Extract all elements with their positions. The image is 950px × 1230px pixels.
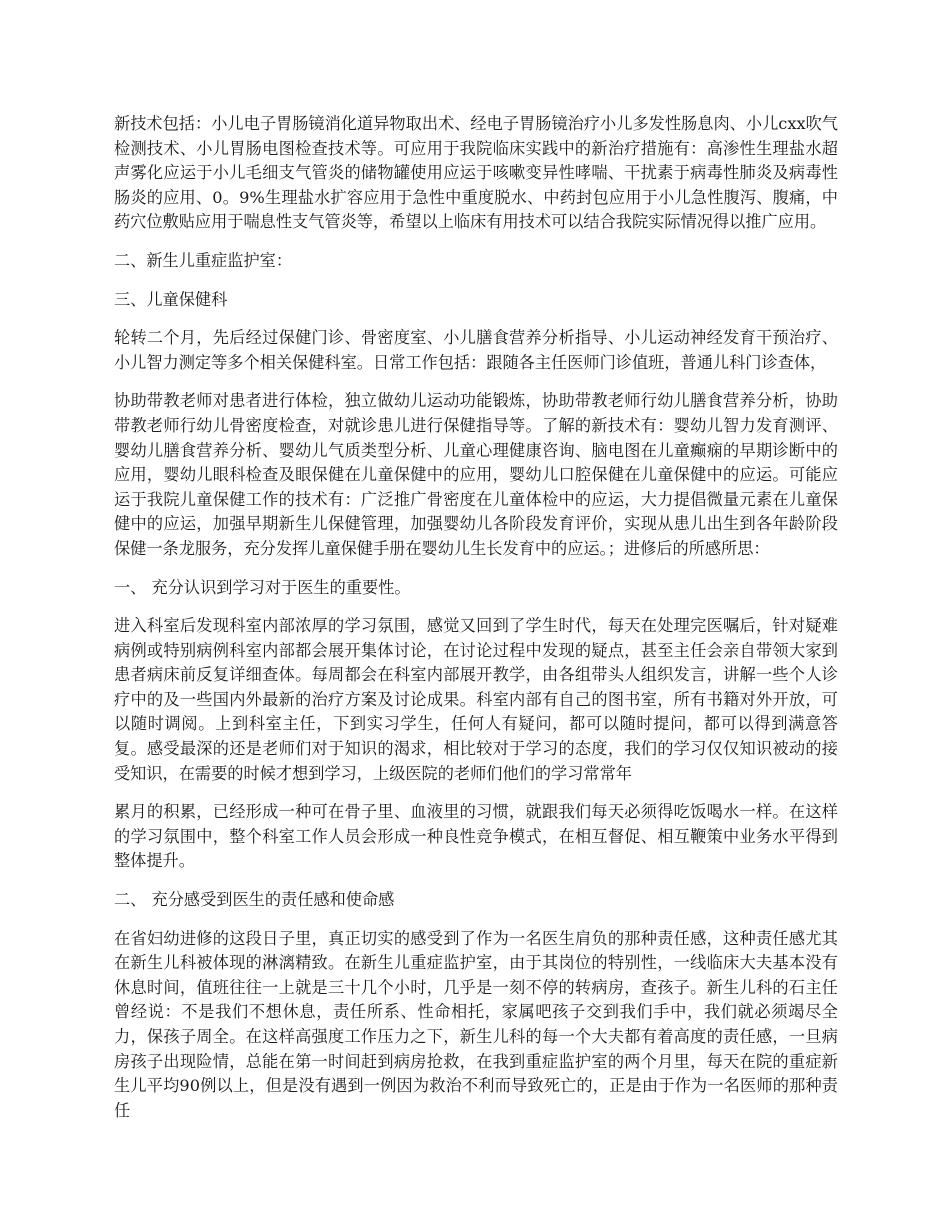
paragraph-rotation: 轮转二个月，先后经过保健门诊、骨密度室、小儿膳食营养分析指导、小儿运动神经发育干预治疗、小儿智力测定等多个相关保健科室。日常工作包括：跟随各主任医师门诊值班，普通儿科门诊查体， — [114, 328, 838, 372]
section-heading-learning: 一、 充分认识到学习对于医生的重要性。 — [114, 577, 411, 597]
section-heading-child-health: 三、儿童保健科 — [114, 289, 228, 309]
paragraph-responsibility: 在省妇幼进修的这段日子里，真正切实的感受到了作为一名医生肩负的那种责任感，这种责任感尤其在新生儿科被体现的淋漓精致。在新生儿重症监护室，由于其岗位的特别性，一线临床大夫基本没有休息时间，值班往往一上就是三十几个小时，几乎是一刻不停的转病房，查孩子。新生儿科的石主任曾经说：不是我们不想休息，责任所系、性命相托，家属吧孩子交到我们手中，我们就必须竭尽全力，保孩子周全。在这样高强度工作压力之下，新生儿科的每一个大夫都有着高度的责任感，一旦病房孩子出现险情，总能在第一时间赶到病房抢救，在我到重症监护室的两个月里，每天在院的重症新生儿平均90例以上，但是没有遇到一例因为救治不利而导致死亡的，正是由于作为一名医师的那种责任 — [114, 928, 838, 1120]
section-heading-responsibility: 二、 充分感受到医生的责任感和使命感 — [114, 890, 395, 910]
document-page — [114, 112, 838, 1137]
paragraph-new-techniques: 新技术包括：小儿电子胃肠镜消化道异物取出术、经电子胃肠镜治疗小儿多发性肠息肉、小儿cxx吹气检测技术、小儿胃肠电图检查技术等。可应用于我院临床实践中的新治疗措施有：高渗性生理盐水超声雾化应运于小儿毛细支气管炎的储物罐使用应运于咳嗽变异性哮喘、干扰素于病毒性肺炎及病毒性肠炎的应用、0。9%生理盐水扩容应用于急性中重度脱水、中药封包应用于小儿急性腹泻、腹痛，中药穴位敷贴应用于喘息性支气管炎等，希望以上临床有用技术可以结合我院实际情况得以推广应用。 — [114, 114, 838, 232]
section-heading-nicu: 二、新生儿重症监护室： — [114, 250, 293, 270]
paragraph-assist-exam: 协助带教老师对患者进行体检，独立做幼儿运动功能锻炼，协助带教老师行幼儿膳食营养分析，协助带教老师行幼儿骨密度检查，对就诊患儿进行保健指导等。了解的新技术有：婴幼儿智力发育测评、婴幼儿膳食营养分析、婴幼儿气质类型分析、儿童心理健康咨询、脑电图在儿童癫痫的早期诊断中的应用，婴幼儿眼科检查及眼保健在儿童保健中的应用，婴幼儿口腔保健在儿童保健中的应运。可能应运于我院儿童保健工作的技术有：广泛推广骨密度在儿童体检中的应运，大力提倡微量元素在儿童保健中的应运，加强早期新生儿保健管理，加强婴幼儿各阶段发育评价，实现从患儿出生到各年龄阶段保健一条龙服务，充分发挥儿童保健手册在婴幼儿生长发育中的应运。；进修后的所感所思： — [114, 391, 838, 558]
paragraph-habit: 累月的积累，已经形成一种可在骨子里、血液里的习惯，就跟我们每天必须得吃饭喝水一样。在这样的学习氛围中，整个科室工作人员会形成一种良性竞争模式，在相互督促、相互鞭策中业务水平得到整体提升。 — [114, 802, 838, 871]
paragraph-learning-atmosphere: 进入科室后发现科室内部浓厚的学习氛围，感觉又回到了学生时代，每天在处理完医嘱后，针对疑难病例或特别病例科室内部都会展开集体讨论，在讨论过程中发现的疑点，甚至主任会亲自带领大家到患者病床前反复详细查体。每周都会在科室内部展开教学，由各组带头人组织发言，讲解一些个人诊疗中的及一些国内外最新的治疗方案及讨论成果。科室内部有自己的图书室，所有书籍对外开放，可以随时调阅。上到科室主任，下到实习学生，任何人有疑问，都可以随时提问，都可以得到满意答复。感受最深的还是老师们对于知识的渴求，相比较对于学习的态度，我们的学习仅仅知识被动的接受知识，在需要的时候才想到学习，上级医院的老师们他们的学习常常年 — [114, 616, 838, 783]
